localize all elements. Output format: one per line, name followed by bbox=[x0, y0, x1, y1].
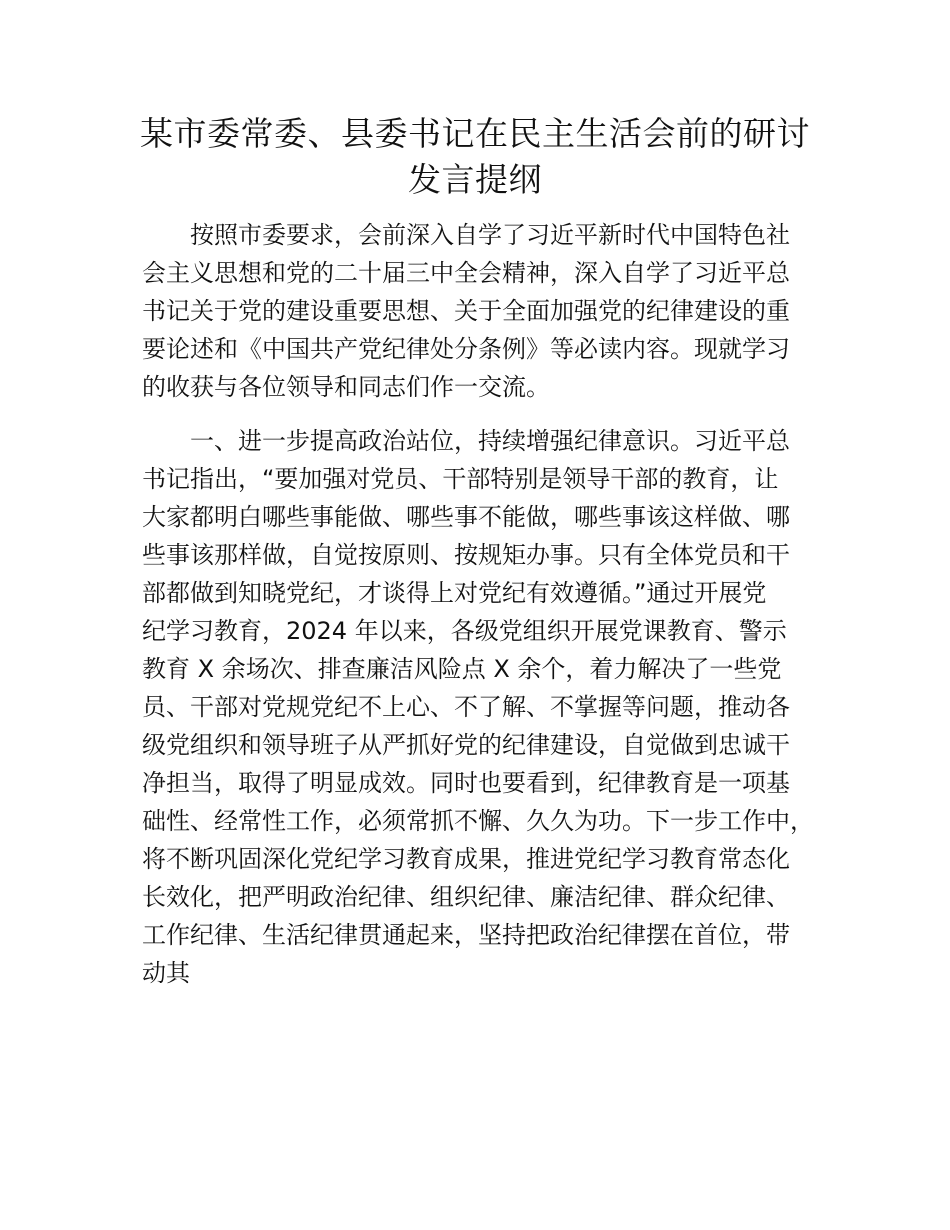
text-line: 些事该那样做，自觉按原则、按规矩办事。只有全体党员和干 bbox=[142, 541, 790, 569]
document-title-line-1: 某市委常委、县委书记在民主生活会前的研讨 bbox=[140, 114, 810, 153]
text-line: 一、进一步提高政治站位，持续增强纪律意识。习近平总 bbox=[142, 427, 790, 455]
text-line: 级党组织和领导班子从严抓好党的纪律建设，自觉做到忠诚干 bbox=[142, 731, 790, 759]
text-line: 将不断巩固深化党纪学习教育成果，推进党纪学习教育常态化 bbox=[142, 845, 790, 873]
text-line: 大家都明白哪些事能做、哪些事不能做，哪些事该这样做、哪 bbox=[142, 503, 790, 531]
text-line: 的收获与各位领导和同志们作一交流。 bbox=[142, 373, 550, 401]
text-line: 长效化，把严明政治纪律、组织纪律、廉洁纪律、群众纪律、 bbox=[142, 883, 790, 911]
text-line: 部都做到知晓党纪，才谈得上对党纪有效遵循。”通过开展党 bbox=[142, 579, 767, 607]
text-line: 要论述和《中国共产党纪律处分条例》等必读内容。现就学习 bbox=[142, 335, 790, 363]
text-line: 纪学习教育，2024 年以来，各级党组织开展党课教育、警示 bbox=[142, 617, 787, 645]
text-line: 础性、经常性工作，必须常抓不懈、久久为功。下一步工作中， bbox=[142, 807, 814, 835]
text-line: 书记关于党的建设重要思想、关于全面加强党的纪律建设的重 bbox=[142, 297, 790, 325]
text-line: 教育 X 余场次、排查廉洁风险点 X 余个，着力解决了一些党 bbox=[142, 655, 782, 683]
text-line: 动其 bbox=[142, 959, 190, 987]
text-line: 员、干部对党规党纪不上心、不了解、不掌握等问题，推动各 bbox=[142, 693, 790, 721]
text-line: 书记指出，“要加强对党员、干部特别是领导干部的教育，让 bbox=[142, 465, 779, 493]
text-line: 净担当，取得了明显成效。同时也要看到，纪律教育是一项基 bbox=[142, 769, 790, 797]
text-line: 工作纪律、生活纪律贯通起来，坚持把政治纪律摆在首位，带 bbox=[142, 921, 790, 949]
text-line: 会主义思想和党的二十届三中全会精神，深入自学了习近平总 bbox=[142, 259, 790, 287]
text-line: 按照市委要求，会前深入自学了习近平新时代中国特色社 bbox=[142, 221, 790, 249]
document-title-line-2: 发言提纲 bbox=[408, 160, 542, 199]
